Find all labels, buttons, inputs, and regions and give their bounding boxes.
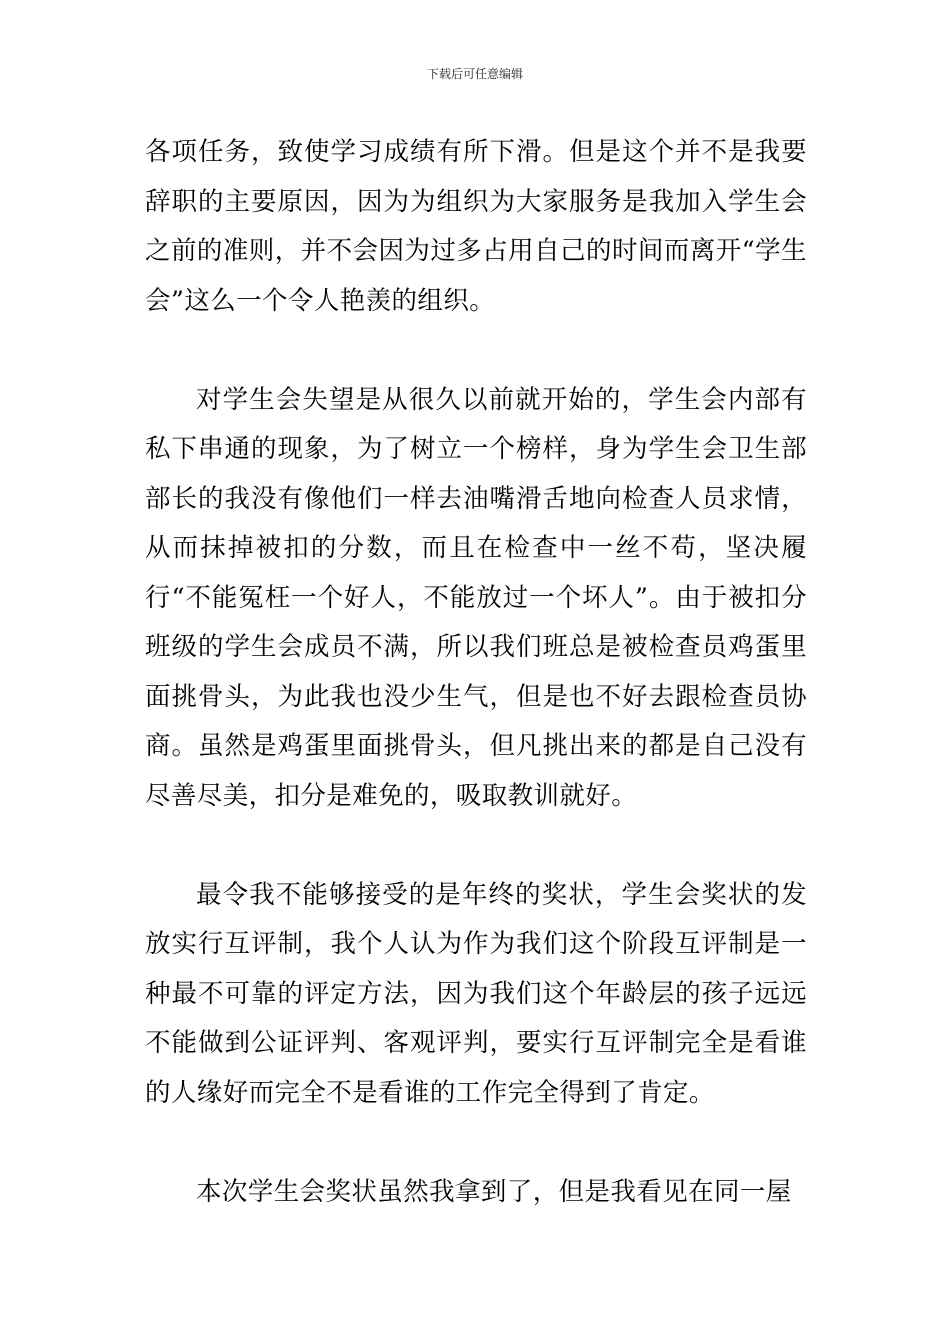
paragraph-1: 各项任务，致使学习成绩有所下滑。但是这个并不是我要辞职的主要原因，因为为组织为大家服务是我加入学生会之前的准则，并不会因为过多占用自己的时间而离开“学生会”这么一个令人艳羡的组织。 xyxy=(145,137,807,316)
paragraph-gap xyxy=(145,326,807,376)
paragraph-3: 最令我不能够接受的是年终的奖状，学生会奖状的发放实行互评制，我个人认为作为我们这个阶段互评制是一种最不可靠的评定方法，因为我们这个年龄层的孩子远远不能做到公证评判、客观评判，要实行互评制完全是看谁的人缘好而完全不是看谁的工作完全得到了肯定。 xyxy=(145,879,807,1108)
page-header: 下载后可任意编辑 xyxy=(426,67,523,81)
paragraph-2: 对学生会失望是从很久以前就开始的，学生会内部有私下串通的现象，为了树立一个榜样，身为学生会卫生部部长的我没有像他们一样去油嘴滑舌地向检查人员求情，从而抹掉被扣的分数，而且在检查中一丝不苟，坚决履行“不能冤枉一个好人，不能放过一个坏人”。由于被扣分班级的学生会成员不满，所以我们班总是被检查员鸡蛋里面挑骨头，为此我也没少生气，但是也不好去跟检查员协商。虽然是鸡蛋里面挑骨头，但凡挑出来的都是自己没有尽善尽美，扣分是难免的，吸取教训就好。 xyxy=(145,384,807,811)
paragraph-4: 本次学生会奖状虽然我拿到了，但是我看见在同一屋 xyxy=(196,1176,792,1207)
paragraph-gap xyxy=(145,821,807,871)
document-body xyxy=(145,128,807,1217)
paragraph-gap xyxy=(145,1118,807,1168)
